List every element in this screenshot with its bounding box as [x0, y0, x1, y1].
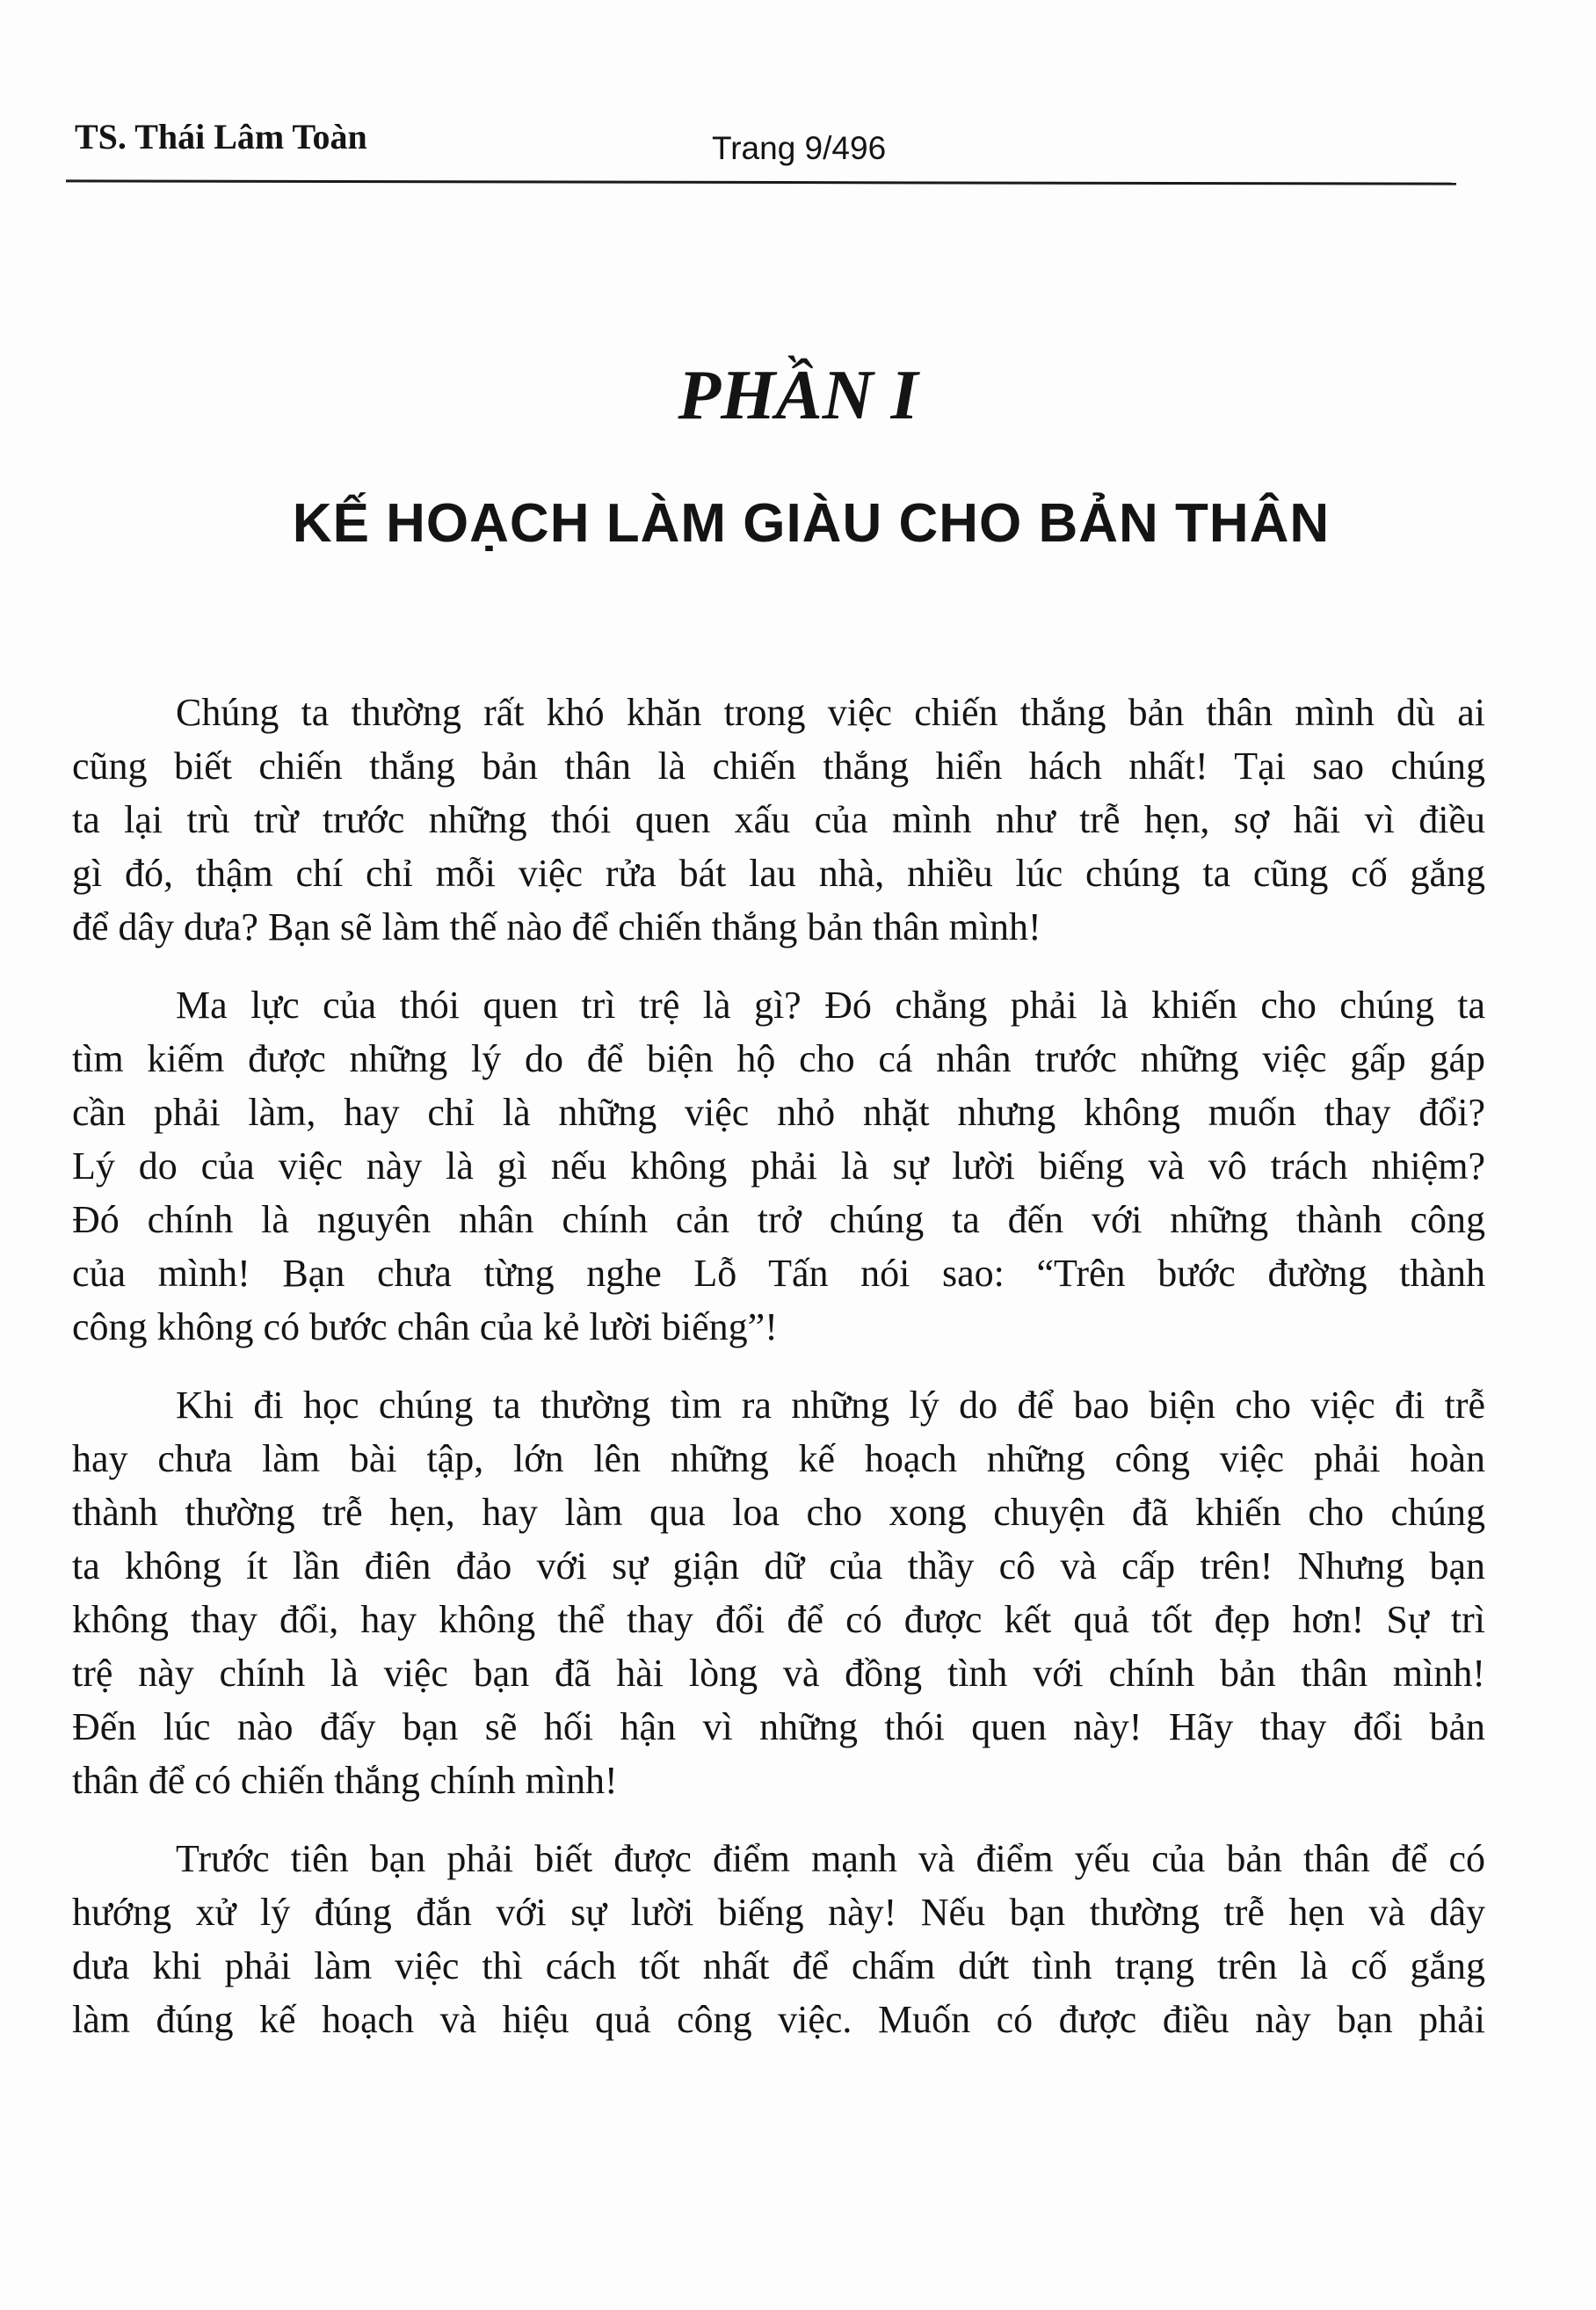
author-name: TS. Thái Lâm Toàn: [75, 117, 367, 156]
paragraph: [72, 1832, 1485, 2046]
text-line: ta không ít lần điên đảo với sự giận dữ của thầy cô và cấp trên! Nhưng bạn: [72, 1544, 1485, 1587]
text-line: Chúng ta thường rất khó khăn trong việc chiến thắng bản thân mình dù ai: [176, 691, 1485, 734]
text-line: Trước tiên bạn phải biết được điểm mạnh và điểm yếu của bản thân để có: [176, 1837, 1485, 1880]
text-line: hướng xử lý đúng đắn với sự lười biếng này! Nếu bạn thường trễ hẹn và dây: [72, 1891, 1485, 1934]
text-line: Đó chính là nguyên nhân chính cản trở chúng ta đến với những thành công: [72, 1198, 1485, 1241]
text-line: làm đúng kế hoạch và hiệu quả công việc. Muốn có được điều này bạn phải: [72, 1998, 1485, 2041]
body-text: [72, 686, 1485, 2071]
page-number: Trang 9/496: [712, 130, 887, 166]
text-line: Đến lúc nào đấy bạn sẽ hối hận vì những thói quen này! Hãy thay đổi bản: [72, 1705, 1485, 1748]
text-line: để dây dưa? Bạn sẽ làm thế nào để chiến thắng bản thân mình!: [72, 905, 1041, 948]
paragraph: [72, 686, 1485, 954]
text-line: tìm kiếm được những lý do để biện hộ cho cá nhân trước những việc gấp gáp: [72, 1037, 1485, 1080]
text-line: Lý do của việc này là gì nếu không phải là sự lười biếng và vô trách nhiệm?: [72, 1144, 1485, 1188]
text-line: Khi đi học chúng ta thường tìm ra những lý do để bao biện cho việc đi trễ: [176, 1384, 1485, 1427]
text-line: thân để có chiến thắng chính mình!: [72, 1759, 618, 1802]
chapter-title: KẾ HOẠCH LÀM GIÀU CHO BẢN THÂN: [292, 493, 1331, 554]
text-line: hay chưa làm bài tập, lớn lên những kế hoạch những công việc phải hoàn: [72, 1437, 1485, 1480]
paragraph: [72, 978, 1485, 1354]
header-rule: [66, 179, 1456, 185]
paragraph: [72, 1378, 1485, 1807]
part-heading: PHẦN I: [678, 357, 918, 434]
text-line: trệ này chính là việc bạn đã hài lòng và đồng tình với chính bản thân mình!: [72, 1652, 1485, 1695]
text-line: dưa khi phải làm việc thì cách tốt nhất để chấm dứt tình trạng trên là cố gắng: [72, 1944, 1485, 1987]
text-line: cũng biết chiến thắng bản thân là chiến thắng hiển hách nhất! Tại sao chúng: [72, 745, 1485, 788]
text-line: không thay đổi, hay không thể thay đổi để có được kết quả tốt đẹp hơn! Sự trì: [72, 1598, 1485, 1641]
text-line: cần phải làm, hay chỉ là những việc nhỏ nhặt nhưng không muốn thay đổi?: [72, 1091, 1485, 1134]
text-line: của mình! Bạn chưa từng nghe Lỗ Tấn nói sao: “Trên bước đường thành: [72, 1252, 1485, 1295]
text-line: ta lại trù trừ trước những thói quen xấu của mình như trễ hẹn, sợ hãi vì điều: [72, 798, 1485, 841]
text-line: thành thường trễ hẹn, hay làm qua loa cho xong chuyện đã khiến cho chúng: [72, 1491, 1485, 1534]
text-line: Ma lực của thói quen trì trệ là gì? Đó chẳng phải là khiến cho chúng ta: [176, 984, 1485, 1027]
text-line: công không có bước chân của kẻ lười biếng”!: [72, 1305, 778, 1348]
text-line: gì đó, thậm chí chỉ mỗi việc rửa bát lau nhà, nhiều lúc chúng ta cũng cố gắng: [72, 852, 1485, 895]
